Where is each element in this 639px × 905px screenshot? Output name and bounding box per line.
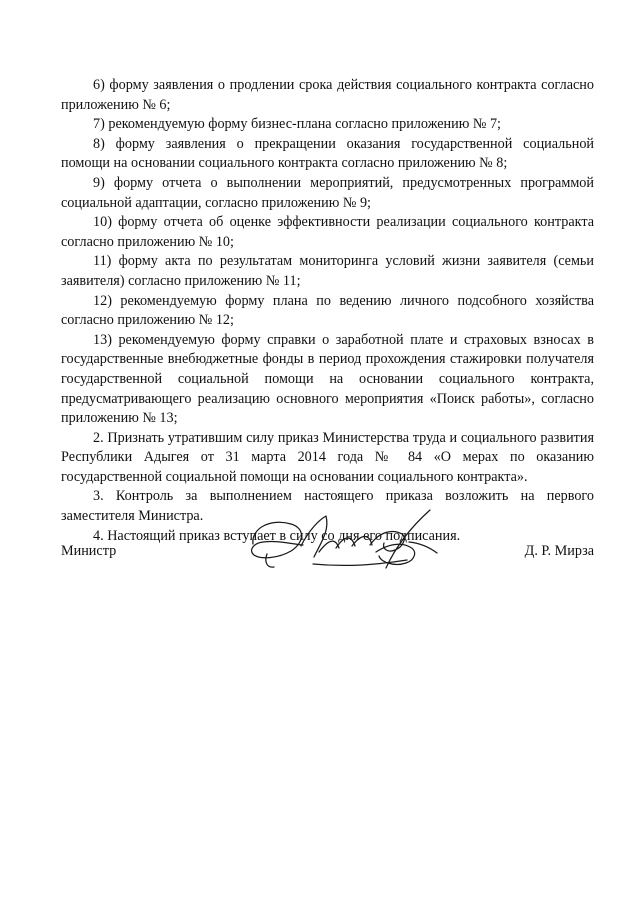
document-body xyxy=(61,76,594,546)
paragraph-item-8: 8) форму заявления о прекращении оказания государственной социальной помощи на основании социального контракта согласно приложению № 8; xyxy=(61,135,594,172)
signature-block xyxy=(61,500,594,590)
paragraph-point-3: 3. Контроль за выполнением настоящего приказа возложить на первого заместителя Министра. xyxy=(61,488,594,525)
paragraph-point-2: 2. Признать утратившим силу приказ Министерства труда и социального развития Республики Адыгея от 31 марта 2014 года № 84 «О мерах по оказанию государственной социальной помощи на основании социального контракта». xyxy=(61,429,594,485)
handwritten-signature xyxy=(231,500,451,580)
paragraph-point-4: 4. Настоящий приказ вступает в силу со дня его подписания. xyxy=(93,527,461,544)
signatory-title: Министр xyxy=(61,543,117,559)
signatory-name: Д. Р. Мирза xyxy=(524,543,594,559)
paragraph-item-6: 6) форму заявления о продлении срока действия социального контракта согласно приложению № 6; xyxy=(61,77,594,113)
paragraph-item-10: 10) форму отчета об оценке эффективности реализации социального контракта согласно приложению № 10; xyxy=(61,214,594,250)
paragraph-item-7: 7) рекомендуемую форму бизнес-плана согласно приложению № 7; xyxy=(93,116,501,133)
paragraph-item-9: 9) форму отчета о выполнении мероприятий, предусмотренных программой социальной адаптации, согласно приложению № 9; xyxy=(61,174,594,211)
paragraph-item-13: 13) рекомендуемую форму справки о заработной плате и страховых взносах в государственные внебюджетные фонды в период прохождения стажировки получателя государственной социальной помощи на основании социального контракта, предусматривающего реализацию основного мероприятия «Поиск работы», согласно приложению № 13; xyxy=(61,331,594,427)
paragraph-item-12: 12) рекомендуемую форму плана по ведению личного подсобного хозяйства согласно приложению № 12; xyxy=(61,292,594,329)
paragraph-item-11: 11) форму акта по результатам мониторинга условий жизни заявителя (семьи заявителя) согласно приложению № 11; xyxy=(61,253,594,289)
